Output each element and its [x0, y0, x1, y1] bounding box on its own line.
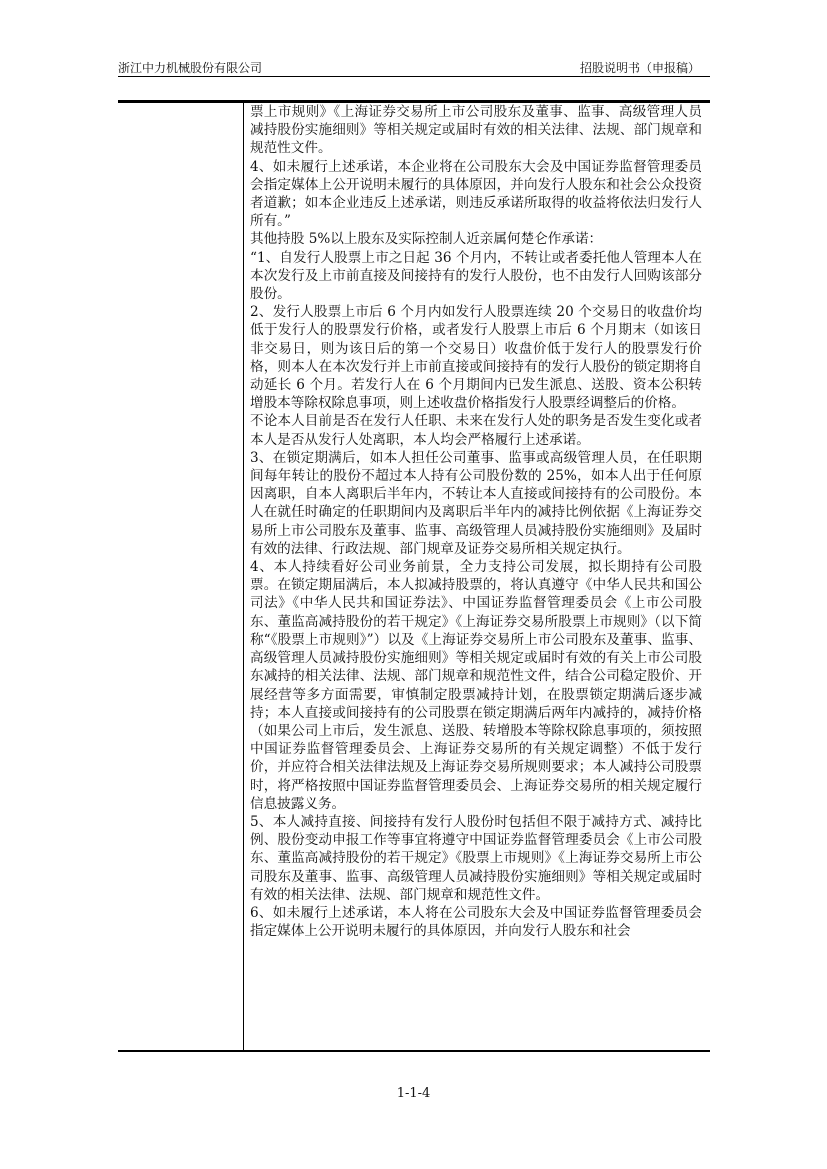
table-bottom-border [118, 1050, 710, 1052]
page-number: 1-1-4 [396, 1086, 431, 1101]
paragraph: 其他持股 5%以上股东及实际控制人近亲属何楚仑作承诺： [250, 231, 603, 248]
paragraph: 不论本人目前是否在发行人任职、未来在发行人处的职务是否发生变化或者本人是否从发行人处离职，本人均会严格履行上述承诺。 [250, 413, 702, 448]
page-header [118, 56, 710, 76]
company-name: 浙江中力机械股份有限公司 [118, 61, 263, 75]
header-rule [118, 76, 710, 77]
paragraph: 3、在锁定期满后，如本人担任公司董事、监事或高级管理人员，在任职期间每年转让的股份不超过本人持有公司股份数的 25%，如本人出于任何原因离职，自本人离职后半年内，不转让本人直接或间接持有的公司股份。本人在就任时确定的任职期间内及离职后半年内的减持比例依据《上海证券交易所上市公司股东及董事、监事、高级管理人员减持股份实施细则》及届时有效的法律、行政法规、部门规章及证券交易所相关规定执行。 [250, 449, 702, 557]
paragraph: 2、发行人股票上市后 6 个月内如发行人股票连续 20 个交易日的收盘价均低于发行人的股票发行价格，或者发行人股票上市后 6 个月期末（如该日非交易日，则为该日后的第一个交易日）收盘价低于发行人的股票发行价格，则本人在本次发行并上市前直接或间接持有的发行人股份的锁定期将自动延长 6 个月。若发行人在 6 个月期间内已发生派息、送股、资本公积转增股本等除权除息事项，则上述收盘价格指发行人股票经调整后的价格。 [250, 304, 702, 412]
paragraph: 票上市规则》《上海证券交易所上市公司股东及董事、监事、高级管理人员减持股份实施细则》等相关规定或届时有效的相关法律、法规、部门规章和规范性文件。 [250, 104, 702, 157]
paragraph: “1、自发行人股票上市之日起 36 个月内，不转让或者委托他人管理本人在本次发行及上市前直接及间接持有的发行人股份，也不由发行人回购该部分股份。 [250, 249, 702, 303]
paragraph: 4、如未履行上述承诺，本企业将在公司股东大会及中国证券监督管理委员会指定媒体上公开说明未履行的具体原因，并向发行人股东和社会公众投资者道歉；如本企业违反上述承诺，则违反承诺所取得的收益将依法归发行人所有。” [250, 158, 702, 230]
commitment-text-cell [250, 103, 702, 940]
table-column-divider [243, 100, 244, 1050]
paragraph: 4、本人持续看好公司业务前景，全力支持公司发展，拟长期持有公司股票。在锁定期届满后，本人拟减持股票的，将认真遵守《中华人民共和国公司法》《中华人民共和国证券法》、中国证券监督管理委员会《上市公司股东、董监高减持股份的若干规定》《上海证券交易所股票上市规则》（以下简称“《股票上市规则》”）以及《上海证券交易所上市公司股东及董事、监事、高级管理人员减持股份实施细则》等相关规定或届时有效的有关上市公司股东减持的相关法律、法规、部门规章和规范性文件，结合公司稳定股价、开展经营等多方面需要，审慎制定股票减持计划，在股票锁定期满后逐步减持；本人直接或间接持有的公司股票在锁定期满后两年内减持的，减持价格（如果公司上市后，发生派息、送股、转增股本等除权除息事项的，须按照中国证券监督管理委员会、上海证券交易所的有关规定调整）不低于发行价，并应符合相关法律法规及上海证券交易所规则要求；本人减持公司股票时，将严格按照中国证券监督管理委员会、上海证券交易所的相关规定履行信息披露义务。 [250, 559, 702, 812]
paragraph: 5、本人减持直接、间接持有发行人股份时包括但不限于减持方式、减持比例、股份变动申报工作等事宜将遵守中国证券监督管理委员会《上市公司股东、董监高减持股份的若干规定》《股票上市规则》《上海证券交易所上市公司股东及董事、监事、高级管理人员减持股份实施细则》等相关规定或届时有效的相关法律、法规、部门规章和规范性文件。 [250, 813, 702, 903]
document-type: 招股说明书（申报稿） [579, 61, 700, 75]
paragraph: 6、如未履行上述承诺，本人将在公司股东大会及中国证券监督管理委员会指定媒体上公开说明未履行的具体原因，并向发行人股东和社会 [250, 904, 702, 940]
